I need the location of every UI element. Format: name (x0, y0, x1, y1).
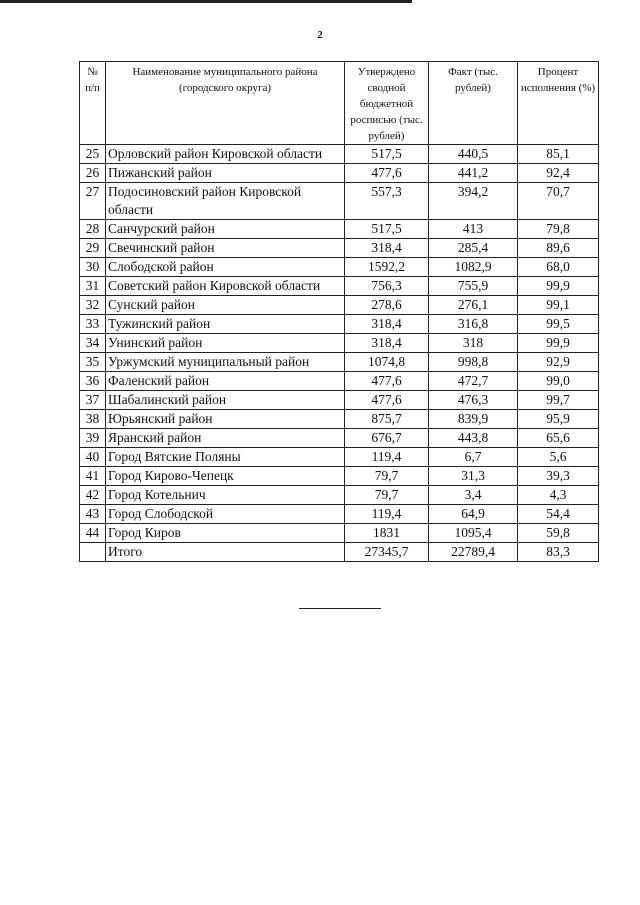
row-name: Шабалинский район (106, 391, 345, 410)
row-name: Юрьянский район (106, 410, 345, 429)
row-number: 31 (80, 277, 106, 296)
row-percent: 89,6 (518, 239, 599, 258)
row-name: Город Кирово-Чепецк (106, 467, 345, 486)
row-fact: 755,9 (429, 277, 518, 296)
row-number: 38 (80, 410, 106, 429)
row-number: 32 (80, 296, 106, 315)
page-number: 2 (317, 29, 323, 41)
row-percent: 95,9 (518, 410, 599, 429)
row-number: 30 (80, 258, 106, 277)
row-name: Свечинский район (106, 239, 345, 258)
row-fact: 394,2 (429, 183, 518, 220)
row-number: 29 (80, 239, 106, 258)
row-number: 37 (80, 391, 106, 410)
total-percent: 83,3 (518, 543, 599, 562)
table-row (80, 334, 599, 353)
row-number: 40 (80, 448, 106, 467)
row-plan: 79,7 (345, 486, 429, 505)
table-row (80, 505, 599, 524)
row-percent: 99,7 (518, 391, 599, 410)
row-fact: 839,9 (429, 410, 518, 429)
row-plan: 1074,8 (345, 353, 429, 372)
row-number: 42 (80, 486, 106, 505)
row-fact: 998,8 (429, 353, 518, 372)
row-percent: 54,4 (518, 505, 599, 524)
row-fact: 472,7 (429, 372, 518, 391)
row-name: Сунский район (106, 296, 345, 315)
row-fact: 441,2 (429, 164, 518, 183)
row-fact: 285,4 (429, 239, 518, 258)
row-plan: 278,6 (345, 296, 429, 315)
header-percent: Процент исполнения (%) (518, 62, 599, 145)
row-number: 44 (80, 524, 106, 543)
row-name: Фаленский район (106, 372, 345, 391)
row-name: Тужинский район (106, 315, 345, 334)
row-percent: 85,1 (518, 145, 599, 164)
row-percent: 59,8 (518, 524, 599, 543)
row-percent: 99,5 (518, 315, 599, 334)
header-plan: Утверждено сводной бюджетной росписью (тыс. рублей) (345, 62, 429, 145)
row-name: Яранский район (106, 429, 345, 448)
row-number: 34 (80, 334, 106, 353)
table-row (80, 164, 599, 183)
row-fact: 31,3 (429, 467, 518, 486)
row-fact: 476,3 (429, 391, 518, 410)
row-name: Слободской район (106, 258, 345, 277)
row-plan: 1831 (345, 524, 429, 543)
row-number: 41 (80, 467, 106, 486)
row-name: Унинский район (106, 334, 345, 353)
row-plan: 318,4 (345, 334, 429, 353)
row-fact: 413 (429, 220, 518, 239)
row-percent: 4,3 (518, 486, 599, 505)
header-name: Наименование муниципального района (городского округа) (106, 62, 345, 145)
row-fact: 3,4 (429, 486, 518, 505)
header-fact: Факт (тыс. рублей) (429, 62, 518, 145)
row-fact: 1095,4 (429, 524, 518, 543)
row-plan: 557,3 (345, 183, 429, 220)
row-fact: 1082,9 (429, 258, 518, 277)
top-border-line (0, 0, 412, 3)
header-number: № п/п (80, 62, 106, 145)
table-row (80, 448, 599, 467)
row-percent: 5,6 (518, 448, 599, 467)
budget-execution-table (79, 61, 599, 562)
row-name: Орловский район Кировской области (106, 145, 345, 164)
row-plan: 676,7 (345, 429, 429, 448)
row-fact: 6,7 (429, 448, 518, 467)
row-percent: 92,9 (518, 353, 599, 372)
table-row (80, 296, 599, 315)
row-name: Город Киров (106, 524, 345, 543)
total-fact: 22789,4 (429, 543, 518, 562)
row-plan: 119,4 (345, 448, 429, 467)
row-plan: 477,6 (345, 372, 429, 391)
table-row (80, 353, 599, 372)
row-percent: 99,9 (518, 334, 599, 353)
row-percent: 99,1 (518, 296, 599, 315)
row-number: 36 (80, 372, 106, 391)
row-number: 39 (80, 429, 106, 448)
row-name: Город Слободской (106, 505, 345, 524)
row-name: Город Вятские Поляны (106, 448, 345, 467)
row-number: 25 (80, 145, 106, 164)
row-name: Санчурский район (106, 220, 345, 239)
row-number: 43 (80, 505, 106, 524)
row-plan: 875,7 (345, 410, 429, 429)
row-percent: 92,4 (518, 164, 599, 183)
table-row (80, 486, 599, 505)
total-plan: 27345,7 (345, 543, 429, 562)
row-plan: 517,5 (345, 145, 429, 164)
table-row (80, 524, 599, 543)
closing-rule (299, 608, 381, 609)
row-fact: 64,9 (429, 505, 518, 524)
table-row (80, 183, 599, 220)
row-fact: 276,1 (429, 296, 518, 315)
row-number: 35 (80, 353, 106, 372)
row-name: Уржумский муниципальный район (106, 353, 345, 372)
table-row (80, 277, 599, 296)
table-row (80, 391, 599, 410)
table-row (80, 315, 599, 334)
row-fact: 440,5 (429, 145, 518, 164)
table-header-row (80, 62, 599, 145)
row-plan: 119,4 (345, 505, 429, 524)
row-percent: 70,7 (518, 183, 599, 220)
row-plan: 756,3 (345, 277, 429, 296)
row-plan: 79,7 (345, 467, 429, 486)
row-plan: 517,5 (345, 220, 429, 239)
table-row (80, 145, 599, 164)
row-name: Советский район Кировской области (106, 277, 345, 296)
row-plan: 477,6 (345, 164, 429, 183)
row-percent: 68,0 (518, 258, 599, 277)
total-label: Итого (106, 543, 345, 562)
total-number-cell (80, 543, 106, 562)
row-number: 28 (80, 220, 106, 239)
row-plan: 477,6 (345, 391, 429, 410)
row-name: Подосиновский район Кировской области (106, 183, 345, 220)
row-plan: 318,4 (345, 239, 429, 258)
row-percent: 65,6 (518, 429, 599, 448)
table-row (80, 410, 599, 429)
table-row (80, 467, 599, 486)
table-row (80, 429, 599, 448)
table-row (80, 258, 599, 277)
table-row (80, 372, 599, 391)
row-plan: 1592,2 (345, 258, 429, 277)
table-row (80, 239, 599, 258)
table-row (80, 220, 599, 239)
row-number: 33 (80, 315, 106, 334)
row-name: Пижанский район (106, 164, 345, 183)
row-fact: 318 (429, 334, 518, 353)
row-number: 27 (80, 183, 106, 220)
row-percent: 99,0 (518, 372, 599, 391)
row-percent: 39,3 (518, 467, 599, 486)
row-fact: 443,8 (429, 429, 518, 448)
row-plan: 318,4 (345, 315, 429, 334)
total-row (80, 543, 599, 562)
row-percent: 79,8 (518, 220, 599, 239)
row-number: 26 (80, 164, 106, 183)
row-fact: 316,8 (429, 315, 518, 334)
row-name: Город Котельнич (106, 486, 345, 505)
row-percent: 99,9 (518, 277, 599, 296)
